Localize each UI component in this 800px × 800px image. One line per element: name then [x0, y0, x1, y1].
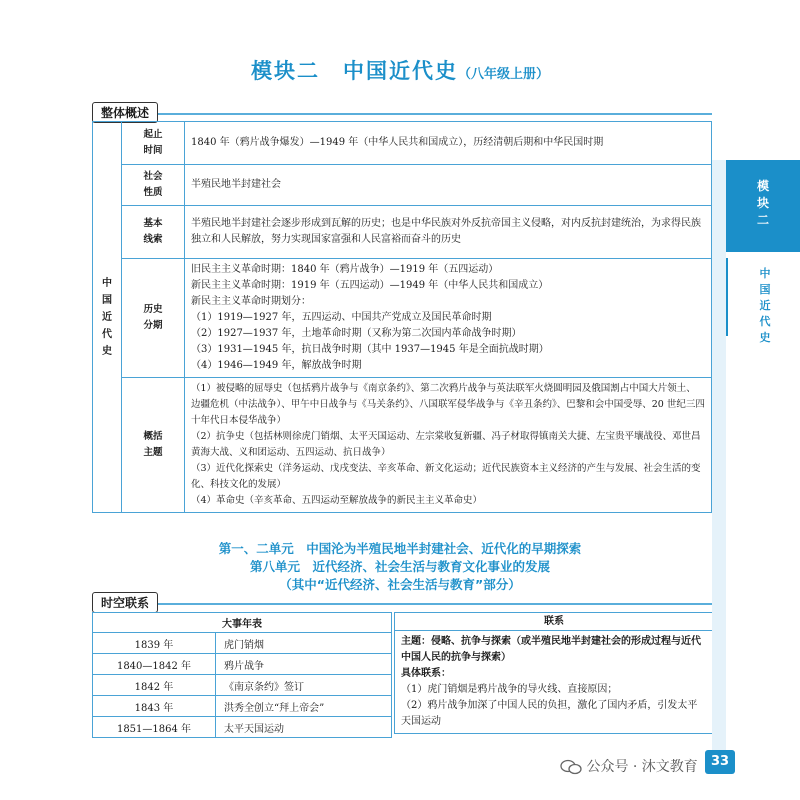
- table-row: [93, 717, 392, 738]
- side-strip: [712, 160, 726, 750]
- section-divider: [92, 113, 712, 115]
- row-content: [185, 259, 712, 378]
- event-name: 洪秀全创立“拜上帝会”: [216, 696, 392, 717]
- row-label-text: 历史分期: [143, 304, 163, 331]
- event-year: 1843 年: [93, 696, 216, 717]
- links-item: （1）虎门销烟是鸦片战争的导火线、直接原因；: [401, 684, 618, 695]
- unit-title: 第八单元 近代经济、社会生活与教育文化事业的发展: [249, 559, 550, 574]
- row-label: [122, 378, 185, 513]
- period-line: 新民主主义革命时期：1919 年（五四运动）—1949 年（中华人民共和国成立）: [191, 280, 549, 291]
- table-row: [93, 378, 712, 513]
- overview-table: [92, 121, 712, 513]
- row-label: [122, 165, 185, 206]
- watermark-text: 公众号 · 沐文教育: [586, 759, 698, 775]
- module-title: 模块二 中国近代史: [250, 59, 458, 83]
- event-year: 1840—1842 年: [93, 654, 216, 675]
- table-header-row: [93, 613, 392, 633]
- side-label-text: 中国近代史: [102, 277, 112, 357]
- row-label: [122, 206, 185, 259]
- events-table: [92, 612, 392, 738]
- links-theme: 主题：侵略、抗争与探索（或半殖民地半封建社会的形成过程与近代中国人民的抗争与探索）: [401, 636, 701, 663]
- links-panel: [394, 612, 714, 734]
- theme-line: （3）近代化探索史（洋务运动、戊戌变法、辛亥革命、新文化运动；近代民族资本主义经济的产生与发展、社会生活的变化、科技文化的发展）: [191, 463, 701, 490]
- row-label-text: 概括主题: [143, 431, 163, 458]
- theme-line: （4）革命史（辛亥革命、五四运动至解放战争的新民主主义革命史）: [191, 495, 483, 506]
- event-name: 《南京条约》签订: [216, 675, 392, 696]
- event-name: 太平天国运动: [216, 717, 392, 738]
- row-content: 半殖民地半封建社会: [185, 165, 712, 206]
- period-line: 新民主主义革命时期划分：: [191, 296, 311, 307]
- period-line: （4）1946—1949 年，解放战争时期: [191, 360, 362, 371]
- row-label: [122, 259, 185, 378]
- event-name: 鸦片战争: [216, 654, 392, 675]
- side-tab-module-label: 模块二: [756, 179, 769, 227]
- event-year: 1851—1864 年: [93, 717, 216, 738]
- table-row: [93, 633, 392, 654]
- side-tab-topic-label: 中国近代史: [759, 267, 771, 344]
- period-line: （3）1931—1945 年，抗日战争时期（其中 1937—1945 年是全面抗战时期）: [191, 344, 549, 355]
- side-tab-topic[interactable]: [726, 258, 800, 344]
- events-header: 大事年表: [93, 613, 392, 633]
- links-subheading: 具体联系：: [401, 668, 451, 679]
- row-label-text: 起止时间: [143, 129, 163, 156]
- row-label: [122, 122, 185, 165]
- table-row: [93, 654, 392, 675]
- table-row: [93, 696, 392, 717]
- overview-heading: 整体概述: [92, 102, 158, 123]
- section-divider: [92, 603, 712, 605]
- unit-titles: [0, 540, 800, 594]
- links-header: 联系: [395, 613, 713, 631]
- theme-line: （1）被侵略的屈辱史（包括鸦片战争与《南京条约》、第二次鸦片战争与英法联军火烧圆明园及俄国割占中国大片领土、边疆危机（中法战争）、甲午中日战争与《马关条约》、八国联军侵华战争与《辛丑条约》、巴黎和会中国受辱、20 世纪三四十年代日本侵华战争）: [191, 383, 705, 426]
- page-number: 33: [705, 750, 735, 774]
- table-row: [93, 675, 392, 696]
- watermark: [560, 756, 698, 776]
- period-line: （1）1919—1927 年，五四运动、中国共产党成立及国民革命时期: [191, 312, 492, 323]
- period-line: （2）1927—1937 年，土地革命时期（又称为第二次国内革命战争时期）: [191, 328, 522, 339]
- table-row: [93, 259, 712, 378]
- event-year: 1839 年: [93, 633, 216, 654]
- row-content: [185, 378, 712, 513]
- theme-line: （2）抗争史（包括林则徐虎门销烟、太平天国运动、左宗棠收复新疆、冯子材取得镇南关大捷、左宝贵平壤战役、邓世昌黄海大战、义和团运动、五四运动、抗日战争）: [191, 431, 701, 458]
- side-label: [93, 122, 122, 513]
- table-row: [93, 206, 712, 259]
- event-year: 1842 年: [93, 675, 216, 696]
- links-body: [395, 631, 713, 733]
- row-content: 1840 年（鸦片战争爆发）—1949 年（中华人民共和国成立），历经清朝后期和中华民国时期: [185, 122, 712, 165]
- row-label-text: 基本线索: [143, 218, 163, 245]
- unit-title: 第一、二单元 中国沦为半殖民地半封建社会、近代化的早期探索: [218, 541, 582, 556]
- unit-title: （其中“近代经济、社会生活与教育”部分）: [279, 577, 521, 592]
- side-tab-module[interactable]: [726, 160, 800, 252]
- row-content: 半殖民地半封建社会逐步形成到瓦解的历史；也是中华民族对外反抗帝国主义侵略，对内反抗封建统治，为求得民族独立和人民解放，努力实现国家富强和人民富裕而奋斗的历史: [185, 206, 712, 259]
- wechat-icon: [560, 759, 582, 775]
- timeline-heading: 时空联系: [92, 592, 158, 613]
- event-name: 虎门销烟: [216, 633, 392, 654]
- table-row: [93, 165, 712, 206]
- table-row: [93, 122, 712, 165]
- links-item: （2）鸦片战争加深了中国人民的负担，激化了国内矛盾，引发太平天国运动: [401, 700, 698, 727]
- grade-subtitle: （八年级上册）: [457, 67, 549, 82]
- page-title: [0, 55, 800, 85]
- row-label-text: 社会性质: [143, 171, 163, 198]
- period-line: 旧民主主义革命时期：1840 年（鸦片战争）—1919 年（五四运动）: [191, 264, 499, 275]
